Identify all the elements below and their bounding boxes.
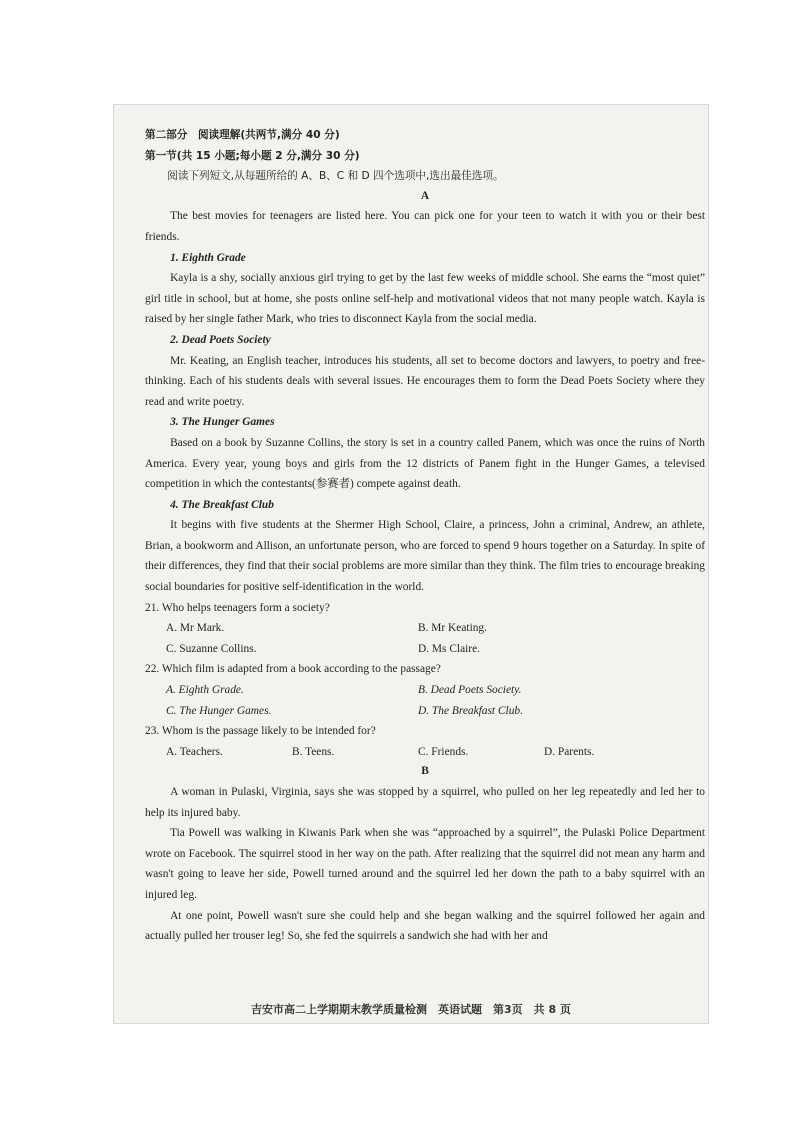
movie-number: 4. bbox=[170, 498, 179, 511]
part-heading: 第二部分 阅读理解(共两节,满分 40 分) bbox=[145, 129, 340, 141]
instructions: 阅读下列短文,从每题所给的 A、B、C 和 D 四个选项中,选出最佳选项。 bbox=[167, 170, 504, 183]
section-heading: 第一节(共 15 小题;每小题 2 分,满分 30 分) bbox=[145, 149, 360, 162]
movie-number: 3. bbox=[170, 416, 179, 429]
passage-b-paragraph-1: A woman in Pulaski, Virginia, says she was stopped by a squirrel, who pulled on her leg repeatedly and led her to help its injured baby. bbox=[145, 786, 705, 819]
movie-description-2: Mr. Keating, an English teacher, introduces his students, all set to become doctors and lawyers, to poetry and free-thinking. Each of his students deals with several issues. He encourages them to form the Dead Poets Society where they read and write poetry. bbox=[145, 354, 705, 408]
movie-description-3: Based on a book by Suzanne Collins, the story is set in a country called Panem, which was once the ruins of North America. Every year, young boys and girls from the 12 districts of Panem fight in the Hunger Games, a televised competition in which the contestants(参赛者) compete against death. bbox=[145, 436, 705, 491]
movie-number: 1. bbox=[170, 251, 179, 264]
page-content bbox=[145, 125, 705, 947]
option-23-d: D. Parents. bbox=[544, 745, 595, 758]
page-footer: 吉安市高二上学期期末教学质量检测 英语试题 第3页 共 8 页 bbox=[251, 1003, 571, 1016]
passage-a-label: A bbox=[420, 189, 430, 202]
question-22-options-row-2 bbox=[145, 701, 705, 722]
movie-title-text: Eighth Grade bbox=[181, 251, 246, 264]
movie-number: 2. bbox=[170, 333, 179, 346]
option-23-b: B. Teens. bbox=[292, 745, 335, 758]
option-21-a: A. Mr Mark. bbox=[166, 622, 225, 635]
option-21-d: D. Ms Claire. bbox=[418, 642, 481, 655]
movie-title-text: The Breakfast Club bbox=[181, 498, 274, 511]
exam-page bbox=[113, 104, 709, 1024]
question-21-stem: 21. Who helps teenagers form a society? bbox=[145, 601, 330, 614]
movie-title-text: The Hunger Games bbox=[181, 416, 275, 429]
movie-title-3 bbox=[145, 412, 705, 433]
option-22-c: C. The Hunger Games. bbox=[166, 704, 272, 717]
option-22-d: D. The Breakfast Club. bbox=[418, 704, 523, 717]
question-21-options-row-2 bbox=[145, 639, 705, 660]
option-21-b: B. Mr Keating. bbox=[418, 622, 487, 635]
passage-b-paragraph-3: At one point, Powell wasn't sure she could help and she began walking and the squirrel followed her again and actually pulled her trouser leg! So, she fed the squirrels a sandwich she had with her and bbox=[145, 909, 705, 943]
option-23-c: C. Friends. bbox=[418, 745, 469, 758]
option-22-a: A. Eighth Grade. bbox=[166, 684, 244, 697]
movie-description-1: Kayla is a shy, socially anxious girl trying to get by the last few weeks of middle school. She earns the “most quiet” girl title in school, but at home, she posts online self-help and motivational videos that not many people watch. Kayla is raised by her single father Mark, who tries to disconnect Kayla from the social media. bbox=[145, 272, 705, 326]
movie-title-1 bbox=[145, 248, 705, 269]
passage-b-paragraph-2: Tia Powell was walking in Kiwanis Park when she was “approached by a squirrel”, the Pulaski Police Department wrote on Facebook. The squirrel stood in her way on the path. After realizing that the squirrel did not mean any harm and wasn't going to leave her side, Powell turned around and the squirrel led her down the path to a baby squirrel with an injured leg. bbox=[145, 827, 705, 901]
question-21-options-row-1 bbox=[145, 618, 705, 639]
passage-b-label: B bbox=[421, 765, 429, 778]
passage-a-intro: The best movies for teenagers are listed here. You can pick one for your teen to watch it with you or their best friends. bbox=[145, 210, 705, 243]
option-22-b: B. Dead Poets Society. bbox=[418, 684, 522, 697]
question-23-options bbox=[145, 742, 705, 763]
movie-title-2 bbox=[145, 330, 705, 351]
option-21-c: C. Suzanne Collins. bbox=[166, 642, 257, 655]
question-22-stem: 22. Which film is adapted from a book according to the passage? bbox=[145, 663, 441, 676]
option-23-a: A. Teachers. bbox=[166, 745, 223, 758]
question-22-options-row-1 bbox=[145, 680, 705, 701]
movie-title-4 bbox=[145, 495, 705, 516]
movie-description-4: It begins with five students at the Shermer High School, Claire, a princess, John a criminal, Andrew, an athlete, Brian, a bookworm and Allison, an unfortunate person, who are forced to spend 9 hours together on a Saturday. In spite of their differences, they find that their social problems are more similar than they think. The film tries to encourage breaking social boundaries for positive self-identification in the world. bbox=[145, 519, 705, 594]
movie-title-text: Dead Poets Society bbox=[181, 333, 271, 346]
question-23-stem: 23. Whom is the passage likely to be intended for? bbox=[145, 725, 376, 738]
